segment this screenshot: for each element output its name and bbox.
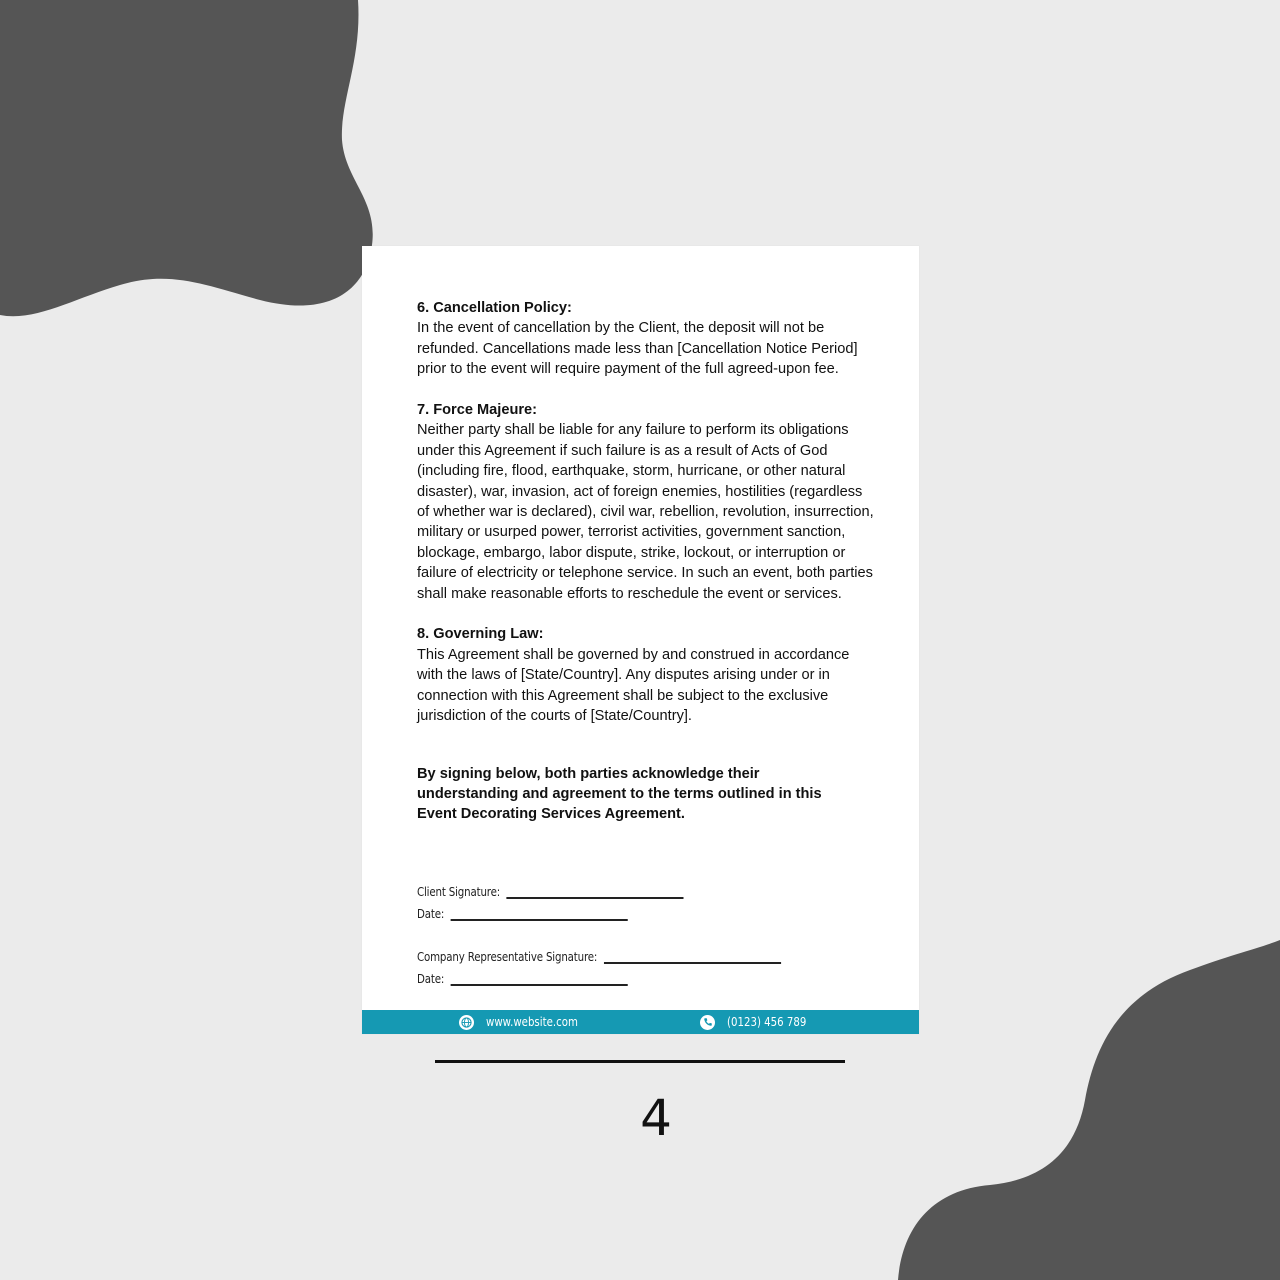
client-date-row bbox=[417, 906, 628, 921]
section-governing-law bbox=[417, 624, 877, 726]
decorative-blob-bottom-right bbox=[880, 940, 1280, 1280]
client-date-line[interactable] bbox=[451, 919, 628, 921]
company-date-line[interactable] bbox=[451, 984, 628, 986]
decorative-blob-top-left bbox=[0, 0, 380, 330]
page-number: 4 bbox=[640, 1089, 672, 1147]
section-body: In the event of cancellation by the Client, the deposit will not be refunded. Cancellations made less than [Cancellation Notice Period] prior to the event will require payment of the full agreed-upon fee. bbox=[417, 320, 858, 378]
section-title: 8. Governing Law: bbox=[417, 626, 544, 643]
client-date-label: Date: bbox=[417, 906, 445, 921]
section-force-majeure bbox=[417, 400, 877, 604]
website-text[interactable]: www.website.com bbox=[486, 1015, 578, 1029]
footer-phone[interactable] bbox=[700, 1010, 820, 1034]
section-body: Neither party shall be liable for any failure to perform its obligations under this Agreement if such failure is as a result of Acts of God (including fire, flood, earthquake, storm, hurricane, or other natural disaster), war, invasion, act of foreign enemies, hostilities (regardless of whether war is declared), civil war, rebellion, revolution, insurrection, military or usurped power, terrorist activities, government sanction, blockage, embargo, labor dispute, strike, lockout, or interruption or failure of electricity or telephone service. In such an event, both parties shall make reasonable efforts to reschedule the event or services. bbox=[417, 422, 874, 602]
acknowledgement-statement: By signing below, both parties acknowledge their understanding and agreement to the terms outlined in this Event Decorating Services Agreement. bbox=[417, 765, 822, 823]
section-body: This Agreement shall be governed by and construed in accordance with the laws of [State/Country]. Any disputes arising under or in connection with this Agreement shall be subject to the exclusive jurisdiction of the courts of [State/Country]. bbox=[417, 646, 850, 725]
client-signature-row bbox=[417, 884, 684, 899]
document-page bbox=[362, 246, 919, 1034]
client-signature-line[interactable] bbox=[506, 897, 683, 899]
section-title: 6. Cancellation Policy: bbox=[417, 300, 572, 316]
footer-website[interactable] bbox=[459, 1010, 594, 1034]
section-title: 7. Force Majeure: bbox=[417, 402, 538, 419]
company-date-row bbox=[417, 971, 628, 986]
company-signature-label: Company Representative Signature: bbox=[417, 949, 598, 964]
company-date-label: Date: bbox=[417, 971, 445, 986]
globe-icon bbox=[459, 1015, 474, 1030]
document-content bbox=[417, 298, 877, 825]
page-divider bbox=[435, 1060, 845, 1063]
client-signature-label: Client Signature: bbox=[417, 884, 501, 899]
phone-icon bbox=[700, 1015, 715, 1030]
company-signature-row bbox=[417, 949, 781, 964]
section-cancellation-policy bbox=[417, 298, 877, 380]
company-signature-line[interactable] bbox=[604, 962, 781, 964]
footer-bar bbox=[362, 1010, 919, 1034]
phone-text[interactable]: (0123) 456 789 bbox=[727, 1015, 807, 1029]
